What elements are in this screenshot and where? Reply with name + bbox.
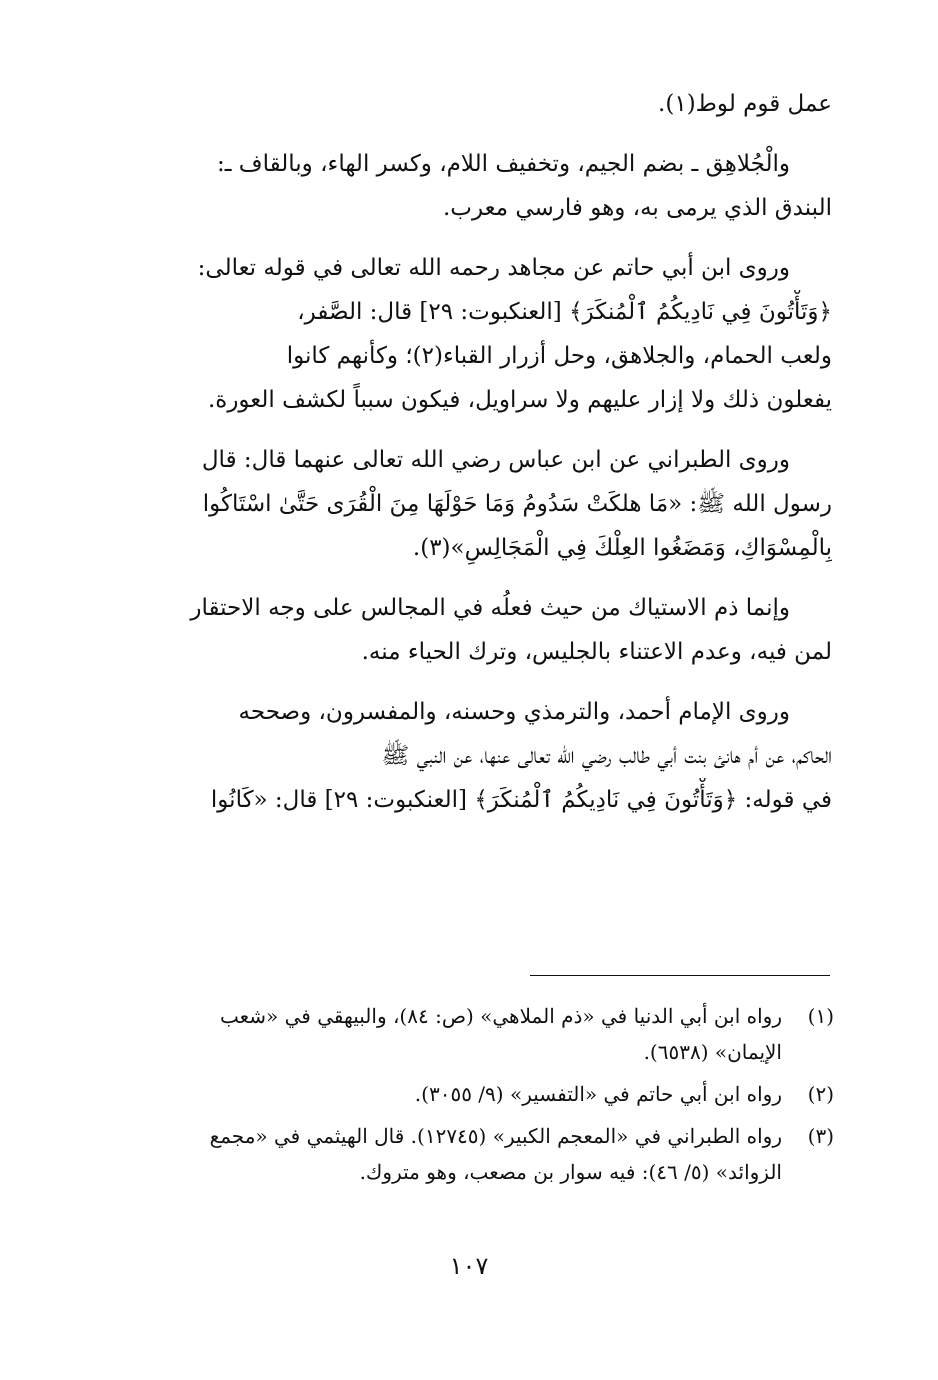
paragraph-4-cont [120, 482, 832, 570]
text-line: بِالْمِسْوَاكِ، وَمَضَغُوا العِلْكَ فِي الْمَجَالِسِ»(٣). [412, 535, 832, 561]
text-line: وروى ابن أبي حاتم عن مجاهد رحمه الله تعالى في قوله تعالى: [197, 255, 790, 281]
footnote-line: رواه الطبراني في «المعجم الكبير» (١٢٧٤٥). قال الهيثمي في «مجمع [209, 1124, 782, 1148]
paragraph-4 [120, 438, 832, 482]
text-line: يفعلون ذلك ولا إزار عليهم ولا سراويل، فيكون سبباً لكشف العورة. [207, 387, 832, 413]
page-number: ١٠٧ [449, 1252, 489, 1280]
main-text [120, 82, 832, 838]
footnote-line: رواه ابن أبي حاتم في «التفسير» (٩/ ٣٠٥٥). [414, 1082, 782, 1106]
footnotes [122, 998, 834, 1196]
text-line: عمل قوم لوط(١). [658, 91, 832, 117]
text-line: وإنما ذم الاستياك من حيث فعلُه في المجالس على وجه الاحتقار [190, 595, 790, 621]
footnote-number: (٢) [807, 1082, 834, 1106]
footnote-number: (١) [807, 1004, 834, 1028]
footnote-line: رواه ابن أبي الدنيا في «ذم الملاهي» (ص: ٨٤)، والبيهقي في «شعب [220, 1004, 782, 1028]
text-line: في قوله: ﴿وَتَأْتُونَ فِي نَادِيكُمُ ٱلْمُنكَرَ﴾ [العنكبوت: ٢٩] قال: «كَانُوا [210, 787, 832, 813]
footnote-number: (٣) [807, 1124, 834, 1148]
paragraph-6 [120, 690, 832, 734]
text-line: البندق الذي يرمى به، وهو فارسي معرب. [442, 195, 832, 221]
paragraph-6-cont [120, 734, 832, 822]
footnote-1 [122, 998, 834, 1070]
paragraph-5-cont [120, 630, 832, 674]
footnote-2 [122, 1076, 834, 1112]
paragraph-2-cont [120, 186, 832, 230]
paragraph-1 [120, 82, 832, 126]
paragraph-3 [120, 246, 832, 290]
footnote-separator [530, 975, 830, 976]
paragraph-5 [120, 586, 832, 630]
text-line: وروى الإمام أحمد، والترمذي وحسنه، والمفسرون، وصححه [238, 699, 790, 725]
text-line: ﴿وَتَأْتُونَ فِي نَادِيكُمُ ٱلْمُنكَرَ﴾ [العنكبوت: ٢٩] قال: الصَّفر، [297, 299, 832, 325]
paragraph-2 [120, 142, 832, 186]
text-line: لمن فيه، وعدم الاعتناء بالجليس، وترك الحياء منه. [361, 639, 832, 665]
footnote-line: الزوائد» (٥/ ٤٦): فيه سوار بن مصعب، وهو متروك. [359, 1160, 782, 1184]
paragraph-3-cont [120, 290, 832, 422]
footnote-line: الإيمان» (٦٥٣٨). [643, 1040, 782, 1064]
text-line: ولعب الحمام، والجلاهق، وحل أزرار القباء(٢)؛ وكأنهم كانوا [286, 343, 832, 369]
text-line: رسول الله ﷺ: «مَا هلكَتْ سَدُومُ وَمَا حَوْلَهَا مِنَ الْقُرَى حَتَّىٰ اسْتَاكُوا [202, 491, 832, 517]
footnote-3 [122, 1118, 834, 1190]
text-line: والْجُلاهِق ـ بضم الجيم، وتخفيف اللام، وكسر الهاء، وبالقاف ـ: [216, 151, 790, 177]
text-line: وروى الطبراني عن ابن عباس رضي الله تعالى عنهما قال: قال [201, 447, 790, 473]
text-line: الحاكم، عن أم هانئ بنت أبي طالب رضي الله تعالى عنها، عن النبي ﷺ [381, 743, 832, 769]
